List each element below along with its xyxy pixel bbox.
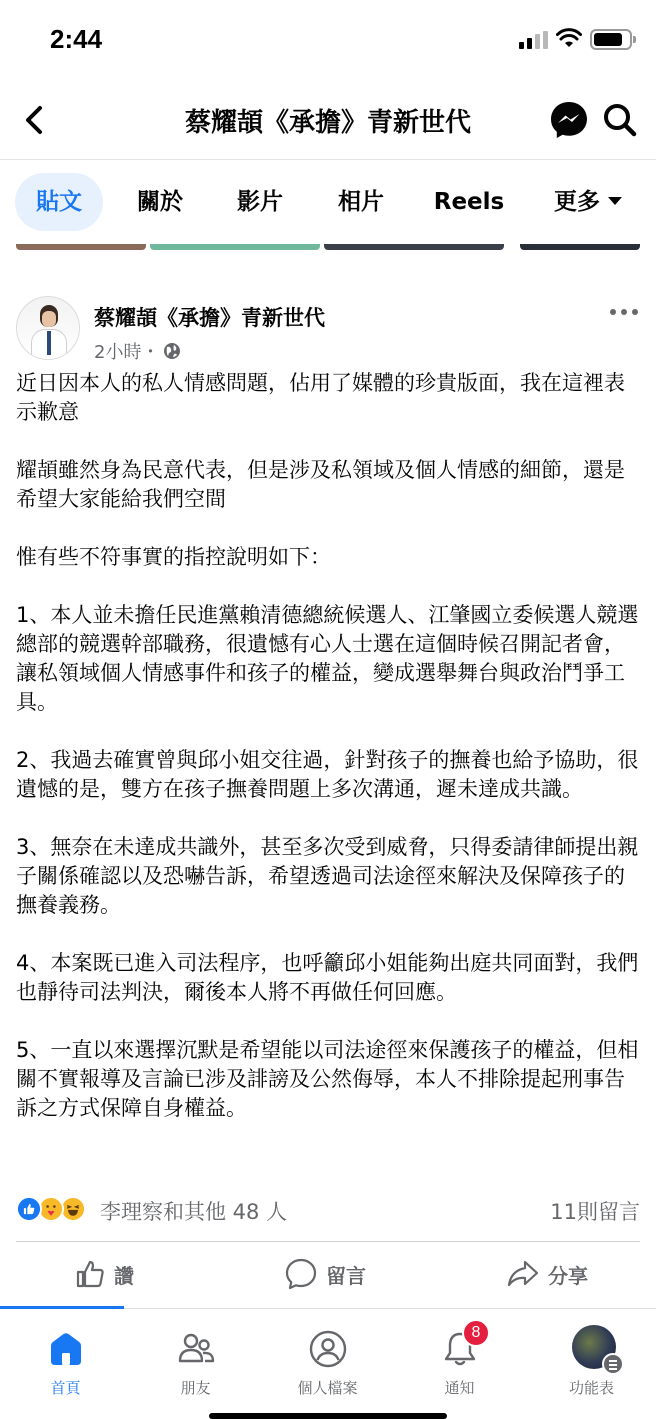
photo-strip[interactable]	[0, 244, 656, 252]
tab-more[interactable]	[540, 173, 636, 231]
chevron-left-icon[interactable]	[18, 100, 50, 140]
status-time: 2:44	[50, 24, 103, 54]
messenger-icon[interactable]	[549, 100, 589, 140]
wifi-icon	[556, 28, 582, 48]
post-paragraph: 5、一直以來選擇沉默是希望能以司法途徑來保護孩子的權益，但相關不實報導及言論已涉及誹謗及公然侮辱，本人不排除提起刑事告訴之方式保障自身權益。	[16, 1038, 639, 1120]
divider	[16, 1241, 640, 1242]
like-label: 讚	[114, 1263, 134, 1288]
menu-hamburger-icon	[602, 1353, 624, 1375]
nav-menu-label: 功能表	[568, 1379, 614, 1397]
post-paragraph: 近日因本人的私人情感問題，佔用了媒體的珍貴版面，我在這裡表示歉意	[16, 371, 625, 424]
tab-about[interactable]: 關於	[137, 189, 183, 215]
post-author[interactable]: 蔡耀頡《承擔》青新世代	[94, 306, 325, 330]
nav-friends-label: 朋友	[180, 1379, 211, 1397]
post-actions	[0, 1250, 656, 1298]
search-icon[interactable]	[602, 102, 638, 138]
tab-photos[interactable]: 相片	[338, 189, 384, 215]
page-tabs	[0, 160, 656, 244]
bottom-nav	[0, 1308, 656, 1419]
post-paragraph: 耀頡雖然身為民意代表，但是涉及私領域及個人情感的細節，還是希望大家能給我們空間	[16, 458, 625, 511]
reaction-icons	[16, 1196, 96, 1224]
home-icon	[46, 1329, 86, 1369]
caret-down-icon	[608, 197, 622, 205]
post-paragraph: 3、無奈在未達成共識外，甚至多次受到威脅，只得委請律師提出親子關係確認以及恐嚇告訴，希望透過司法途徑來解決及保障孩子的撫養義務。	[16, 835, 639, 917]
page-title: 蔡耀頡《承擔》青新世代	[184, 108, 471, 138]
nav-notifications-label: 通知	[444, 1379, 475, 1397]
tab-posts[interactable]: 貼文	[15, 173, 103, 231]
reactions-summary[interactable]	[16, 1194, 640, 1226]
reactions-text[interactable]: 李理察和其他 48 人	[100, 1200, 288, 1224]
comment-icon	[284, 1257, 318, 1291]
post-paragraph: 1、本人並未擔任民進黨賴清德總統候選人、江肇國立委候選人競選總部的競選幹部職務，很遺憾有心人士選在這個時候召開記者會，讓私領域個人情感事件和孩子的權益，變成選舉舞台與政治鬥爭工具。	[16, 603, 639, 714]
status-bar	[0, 0, 656, 80]
globe-icon	[163, 342, 181, 360]
cellular-signal-icon	[519, 31, 549, 49]
home-indicator[interactable]	[209, 1413, 447, 1419]
post-paragraph: 惟有些不符事實的指控說明如下：	[16, 545, 331, 569]
nav-friends[interactable]	[130, 1309, 261, 1399]
post-paragraph: 4、本案既已進入司法程序，也呼籲邱小姐能夠出庭共同面對，我們也靜待司法判決，爾後本人將不再做任何回應。	[16, 951, 639, 1004]
author-avatar[interactable]	[16, 296, 80, 360]
nav-notifications[interactable]	[394, 1309, 525, 1399]
share-icon	[506, 1258, 540, 1290]
like-button[interactable]	[74, 1256, 134, 1292]
more-options-icon[interactable]	[608, 302, 640, 322]
friends-icon	[176, 1329, 216, 1369]
nav-home-label: 首頁	[50, 1379, 81, 1397]
notification-badge: 8	[462, 1319, 490, 1347]
post-paragraph: 2、我過去確實曾與邱小姐交往過，針對孩子的撫養也給予協助，很遺憾的是，雙方在孩子撫養問題上多次溝通，遲未達成共識。	[16, 748, 639, 801]
post-time[interactable]: 2小時・	[94, 342, 160, 363]
page-header	[0, 80, 656, 160]
share-button[interactable]	[506, 1256, 588, 1292]
nav-profile-label: 個人檔案	[297, 1379, 358, 1397]
comment-label: 留言	[326, 1263, 366, 1288]
nav-menu[interactable]	[526, 1309, 656, 1399]
tab-videos[interactable]: 影片	[237, 189, 283, 215]
tab-reels[interactable]: Reels	[433, 189, 505, 215]
nav-home[interactable]	[0, 1309, 131, 1399]
profile-icon	[308, 1329, 348, 1369]
post-meta	[94, 338, 181, 364]
comment-button[interactable]	[284, 1256, 366, 1292]
thumbs-up-icon	[74, 1258, 106, 1290]
comments-count[interactable]: 11則留言	[550, 1200, 640, 1224]
share-label: 分享	[548, 1263, 588, 1288]
post-body	[16, 369, 640, 1152]
tab-more-label: 更多	[554, 189, 600, 215]
like-reaction-icon	[16, 1196, 42, 1222]
nav-profile[interactable]	[262, 1309, 393, 1399]
battery-icon	[590, 29, 632, 50]
